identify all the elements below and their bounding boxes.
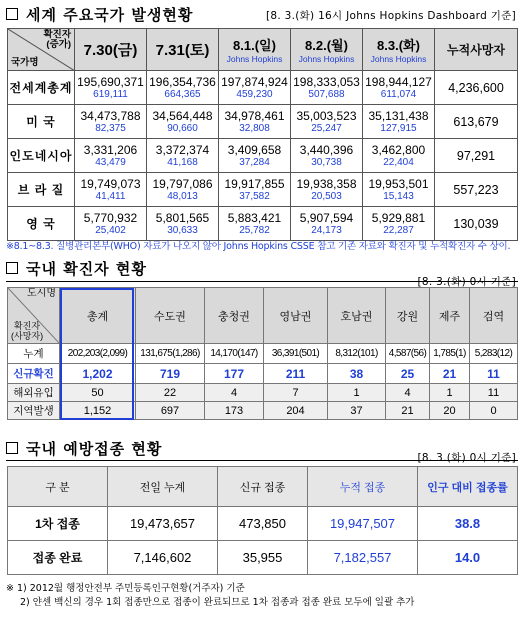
case-cell bbox=[219, 139, 291, 173]
case-cell bbox=[291, 207, 363, 241]
case-cell bbox=[75, 139, 147, 173]
region-value: 37 bbox=[328, 402, 386, 420]
region-header: 강원 bbox=[386, 288, 430, 344]
row-label: 지역발생 bbox=[8, 402, 60, 420]
increase-value: 30,738 bbox=[311, 156, 342, 168]
region-value: 11 bbox=[470, 364, 518, 384]
source-label: Johns Hopkins bbox=[370, 54, 427, 64]
country-row bbox=[8, 207, 518, 241]
world-date-header bbox=[219, 29, 291, 71]
region-value: 21 bbox=[386, 402, 430, 420]
divider bbox=[6, 460, 518, 461]
case-cell bbox=[75, 207, 147, 241]
increase-value: 90,660 bbox=[167, 122, 198, 134]
death-value: 557,223 bbox=[435, 173, 518, 207]
vaccine-row bbox=[8, 507, 518, 541]
increase-value: 20,503 bbox=[311, 190, 342, 202]
region-value: 50 bbox=[60, 384, 136, 402]
region-value: 131,675(1,286) bbox=[136, 344, 205, 364]
prev-total: 7,146,602 bbox=[108, 541, 218, 575]
divider bbox=[6, 281, 518, 282]
death-value: 4,236,600 bbox=[435, 71, 518, 105]
increase-value: 15,143 bbox=[383, 190, 414, 202]
case-cell bbox=[147, 105, 219, 139]
total-value: 196,354,736 bbox=[149, 74, 216, 89]
total-value: 35,003,523 bbox=[296, 108, 357, 123]
date-label: 8.2.(월) bbox=[305, 38, 348, 53]
case-cell bbox=[219, 173, 291, 207]
case-cell bbox=[291, 173, 363, 207]
date-label: 8.1.(일) bbox=[233, 38, 276, 53]
increase-value: 32,808 bbox=[239, 122, 270, 134]
date-label: 7.30(금) bbox=[83, 42, 138, 59]
world-table bbox=[7, 28, 518, 241]
case-cell bbox=[75, 173, 147, 207]
case-cell bbox=[147, 207, 219, 241]
total-value: 5,770,932 bbox=[83, 210, 138, 225]
world-date-header bbox=[291, 29, 363, 71]
region-header: 수도권 bbox=[136, 288, 205, 344]
increase-value: 43,479 bbox=[95, 156, 126, 168]
case-cell bbox=[363, 207, 435, 241]
total-value: 195,690,371 bbox=[77, 74, 144, 89]
total-value: 5,883,421 bbox=[227, 210, 282, 225]
region-value: 14,170(147) bbox=[205, 344, 264, 364]
vaccine-header: 전일 누계 bbox=[108, 467, 218, 507]
increase-value: 25,247 bbox=[311, 122, 342, 134]
region-value: 173 bbox=[205, 402, 264, 420]
domestic-corner-cell bbox=[8, 288, 60, 344]
vaccine-row-label: 접종 완료 bbox=[8, 541, 108, 575]
world-section-header bbox=[6, 4, 193, 24]
vaccine-row-label: 1차 접종 bbox=[8, 507, 108, 541]
region-header: 영남권 bbox=[264, 288, 328, 344]
death-value: 613,679 bbox=[435, 105, 518, 139]
vaccine-table bbox=[7, 466, 518, 575]
region-value: 202,203(2,099) bbox=[60, 344, 136, 364]
total-value: 19,797,086 bbox=[152, 176, 213, 191]
case-cell bbox=[147, 139, 219, 173]
vaccine-footnote: 2) 얀센 백신의 경우 1회 접종만으로 접종이 완료되므로 1차 접종과 접종 완료 모두에 일괄 추가 bbox=[20, 597, 415, 608]
row-label: 신규확진 bbox=[8, 364, 60, 384]
region-value: 0 bbox=[470, 402, 518, 420]
total-value: 5,907,594 bbox=[299, 210, 354, 225]
increase-value: 611,074 bbox=[380, 88, 417, 100]
region-value: 21 bbox=[430, 364, 470, 384]
case-cell bbox=[75, 105, 147, 139]
region-header: 충청권 bbox=[205, 288, 264, 344]
region-header: 검역 bbox=[470, 288, 518, 344]
case-cell bbox=[363, 71, 435, 105]
domestic-table bbox=[7, 287, 518, 420]
case-cell bbox=[291, 139, 363, 173]
region-value: 22 bbox=[136, 384, 205, 402]
case-cell bbox=[219, 207, 291, 241]
vaccine-row bbox=[8, 541, 518, 575]
section-checkbox-icon bbox=[6, 8, 18, 20]
increase-value: 127,915 bbox=[380, 122, 417, 134]
country-row bbox=[8, 173, 518, 207]
case-cell bbox=[291, 105, 363, 139]
row-label: 해외유입 bbox=[8, 384, 60, 402]
case-cell bbox=[147, 71, 219, 105]
total-value: 3,440,396 bbox=[299, 142, 354, 157]
death-header: 누적사망자 bbox=[435, 29, 518, 71]
world-footnote: ※8.1~8.3. 질병관리본부(WHO) 자료가 나오지 않아 Johns Hopkins CSSE 참고 기존 자료와 확진자 및 누적확진자 수 상이. bbox=[6, 241, 511, 252]
case-cell bbox=[363, 105, 435, 139]
region-value: 177 bbox=[205, 364, 264, 384]
domestic-row bbox=[8, 364, 518, 384]
domestic-row bbox=[8, 344, 518, 364]
country-name: 전세계총계 bbox=[8, 71, 75, 105]
total-value: 5,929,881 bbox=[371, 210, 426, 225]
country-row bbox=[8, 71, 518, 105]
region-value: 204 bbox=[264, 402, 328, 420]
country-name: 영 국 bbox=[8, 207, 75, 241]
region-value: 719 bbox=[136, 364, 205, 384]
total-value: 34,473,788 bbox=[80, 108, 141, 123]
region-value: 11 bbox=[470, 384, 518, 402]
total-value: 19,953,501 bbox=[368, 176, 429, 191]
vaccine-header: 구 분 bbox=[8, 467, 108, 507]
case-cell bbox=[363, 173, 435, 207]
region-value: 8,312(101) bbox=[328, 344, 386, 364]
region-header: 총계 bbox=[60, 288, 136, 344]
world-corner-bottom: 국가명 bbox=[11, 57, 39, 68]
new-vaccination: 35,955 bbox=[218, 541, 308, 575]
increase-value: 22,404 bbox=[383, 156, 414, 168]
total-value: 197,874,924 bbox=[221, 74, 288, 89]
vaccine-header: 누적 접종 bbox=[308, 467, 418, 507]
increase-value: 30,633 bbox=[167, 224, 198, 236]
new-vaccination: 473,850 bbox=[218, 507, 308, 541]
region-value: 211 bbox=[264, 364, 328, 384]
increase-value: 22,287 bbox=[383, 224, 414, 236]
vaccine-section-title: 국내 예방접종 현황 bbox=[26, 439, 163, 458]
source-label: Johns Hopkins bbox=[298, 54, 355, 64]
total-value: 198,944,127 bbox=[365, 74, 432, 89]
case-cell bbox=[219, 105, 291, 139]
date-label: 8.3.(화) bbox=[377, 38, 420, 53]
world-section-note: [8. 3.(화) 16시 Johns Hopkins Dashboard 기준] bbox=[265, 10, 516, 22]
total-value: 34,564,448 bbox=[152, 108, 213, 123]
region-value: 1,202 bbox=[60, 364, 136, 384]
increase-value: 25,782 bbox=[239, 224, 270, 236]
country-name: 인도네시아 bbox=[8, 139, 75, 173]
increase-value: 507,688 bbox=[308, 88, 345, 100]
total-value: 19,749,073 bbox=[80, 176, 141, 191]
world-section-title: 세계 주요국가 발생현황 bbox=[26, 5, 194, 24]
region-value: 697 bbox=[136, 402, 205, 420]
case-cell bbox=[291, 71, 363, 105]
vaccine-header: 인구 대비 접종률 bbox=[418, 467, 518, 507]
total-value: 19,938,358 bbox=[296, 176, 357, 191]
cumulative-vaccination: 19,947,507 bbox=[308, 507, 418, 541]
increase-value: 41,168 bbox=[167, 156, 198, 168]
region-value: 4 bbox=[205, 384, 264, 402]
country-row bbox=[8, 105, 518, 139]
increase-value: 24,173 bbox=[311, 224, 342, 236]
region-value: 36,391(501) bbox=[264, 344, 328, 364]
region-value: 7 bbox=[264, 384, 328, 402]
total-value: 19,917,855 bbox=[224, 176, 285, 191]
increase-value: 37,582 bbox=[239, 190, 270, 202]
region-value: 5,283(12) bbox=[470, 344, 518, 364]
vaccination-rate: 38.8 bbox=[418, 507, 518, 541]
total-value: 3,331,206 bbox=[83, 142, 138, 157]
total-value: 34,978,461 bbox=[224, 108, 285, 123]
increase-value: 37,284 bbox=[239, 156, 270, 168]
vaccine-section-header bbox=[6, 438, 162, 458]
region-value: 4,587(56) bbox=[386, 344, 430, 364]
vaccine-section-note: [8. 3.(화) 0시 기준] bbox=[417, 452, 516, 464]
total-value: 3,462,800 bbox=[371, 142, 426, 157]
region-value: 1 bbox=[328, 384, 386, 402]
domestic-row bbox=[8, 384, 518, 402]
domestic-section-note: [8. 3.(화) 0시 기준] bbox=[417, 276, 516, 288]
region-value: 25 bbox=[386, 364, 430, 384]
country-row bbox=[8, 139, 518, 173]
total-value: 35,131,438 bbox=[368, 108, 429, 123]
vaccination-rate: 14.0 bbox=[418, 541, 518, 575]
region-value: 4 bbox=[386, 384, 430, 402]
increase-value: 459,230 bbox=[236, 88, 273, 100]
domestic-row bbox=[8, 402, 518, 420]
domestic-section-title: 국내 확진자 현황 bbox=[26, 259, 147, 278]
vaccine-footnote: ※ 1) 2012월 행정안전부 주민등록인구현황(거주자) 기준 bbox=[6, 583, 245, 594]
vaccine-header: 신규 접종 bbox=[218, 467, 308, 507]
country-name: 브 라 질 bbox=[8, 173, 75, 207]
case-cell bbox=[147, 173, 219, 207]
increase-value: 664,365 bbox=[164, 88, 201, 100]
world-date-header bbox=[147, 29, 219, 71]
increase-value: 82,375 bbox=[95, 122, 126, 134]
total-value: 3,409,658 bbox=[227, 142, 282, 157]
source-label: Johns Hopkins bbox=[226, 54, 283, 64]
increase-value: 25,402 bbox=[95, 224, 126, 236]
case-cell bbox=[219, 71, 291, 105]
world-date-header bbox=[363, 29, 435, 71]
total-value: 5,801,565 bbox=[155, 210, 210, 225]
prev-total: 19,473,657 bbox=[108, 507, 218, 541]
death-value: 130,039 bbox=[435, 207, 518, 241]
region-value: 20 bbox=[430, 402, 470, 420]
total-value: 198,333,053 bbox=[293, 74, 360, 89]
world-corner-cell bbox=[8, 29, 75, 71]
domestic-corner-bottom: 확진자 (사망자) bbox=[11, 321, 44, 341]
section-checkbox-icon bbox=[6, 262, 18, 274]
region-header: 호남권 bbox=[328, 288, 386, 344]
world-corner-top: 확진자 (증가) bbox=[43, 29, 71, 50]
date-label: 7.31(토) bbox=[155, 42, 210, 59]
total-value: 3,372,374 bbox=[155, 142, 210, 157]
domestic-corner-top: 도시명 bbox=[27, 288, 56, 299]
case-cell bbox=[363, 139, 435, 173]
case-cell bbox=[75, 71, 147, 105]
row-label: 누계 bbox=[8, 344, 60, 364]
region-value: 1,785(1) bbox=[430, 344, 470, 364]
section-checkbox-icon bbox=[6, 442, 18, 454]
cumulative-vaccination: 7,182,557 bbox=[308, 541, 418, 575]
country-name: 미 국 bbox=[8, 105, 75, 139]
death-value: 97,291 bbox=[435, 139, 518, 173]
region-value: 1 bbox=[430, 384, 470, 402]
world-date-header bbox=[75, 29, 147, 71]
increase-value: 619,111 bbox=[93, 88, 128, 100]
region-value: 38 bbox=[328, 364, 386, 384]
increase-value: 48,013 bbox=[167, 190, 198, 202]
region-header: 제주 bbox=[430, 288, 470, 344]
region-value: 1,152 bbox=[60, 402, 136, 420]
increase-value: 41,411 bbox=[95, 190, 126, 202]
domestic-section-header bbox=[6, 258, 147, 278]
